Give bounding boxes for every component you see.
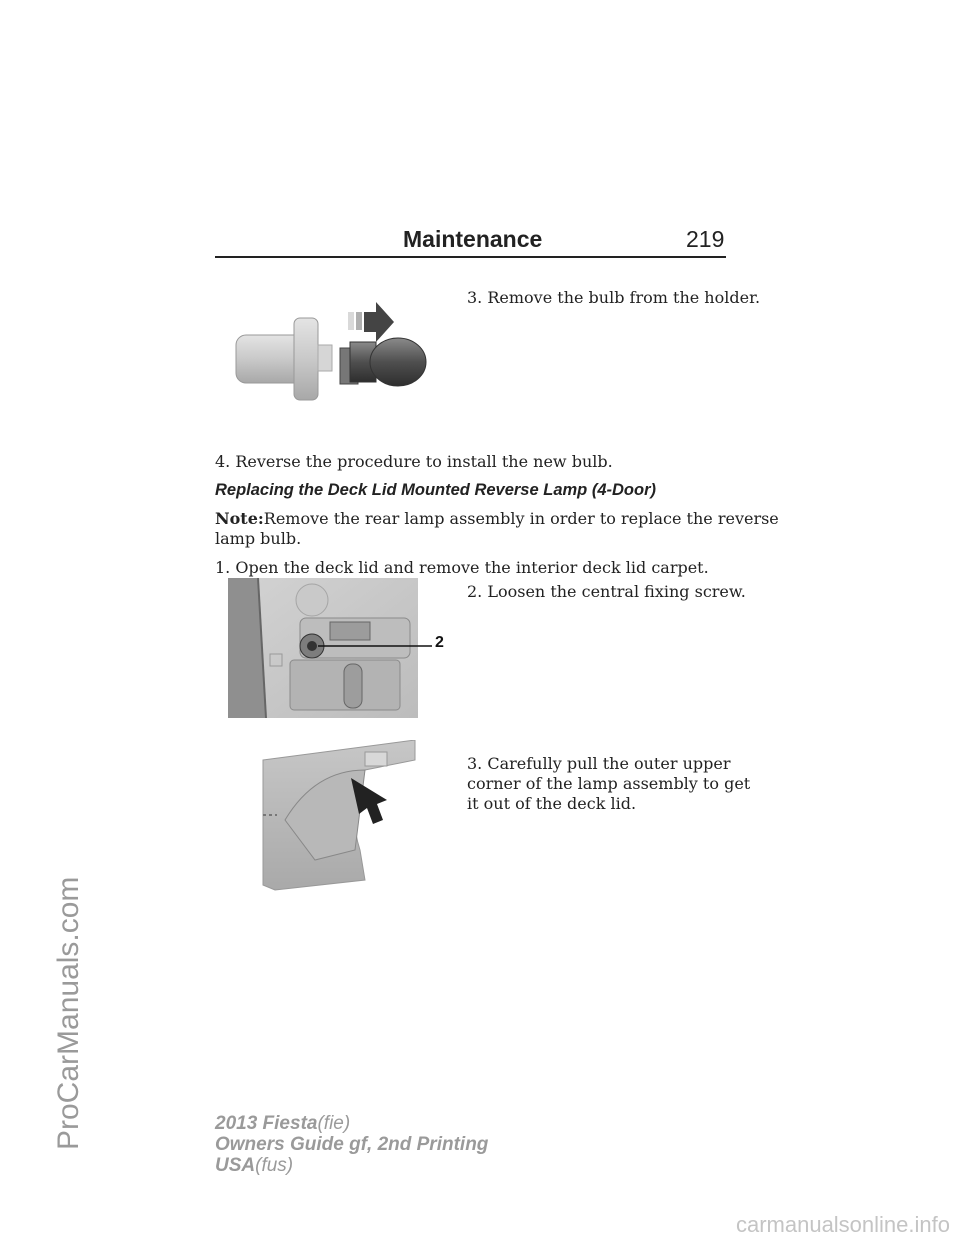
footer-model: 2013 Fiesta xyxy=(215,1113,318,1134)
footer-line-market xyxy=(215,1155,488,1176)
step-pull-lamp-l3: it out of the deck lid. xyxy=(467,794,637,813)
footer-model-code: (fie) xyxy=(317,1113,351,1134)
footer-market-code: (fus) xyxy=(255,1155,294,1176)
step-loosen-screw: 2. Loosen the central fixing screw. xyxy=(467,582,746,601)
note-line-2: lamp bulb. xyxy=(215,529,302,548)
callout-number: 2 xyxy=(435,634,444,651)
footer-line-model xyxy=(215,1113,488,1134)
footer-market: USA xyxy=(215,1155,256,1176)
step-remove-bulb: 3. Remove the bulb from the holder. xyxy=(467,288,761,307)
step-reverse-procedure: 4. Reverse the procedure to install the new bulb. xyxy=(215,452,613,471)
fixing-screw-illustration xyxy=(228,578,453,718)
note-label: Note: xyxy=(215,509,264,528)
header-rule xyxy=(215,256,726,258)
lamp-assembly-illustration xyxy=(255,740,420,895)
step-open-deck-lid: 1. Open the deck lid and remove the interior deck lid carpet. xyxy=(215,558,709,577)
bulb-removal-illustration xyxy=(228,290,438,410)
note-line-1 xyxy=(215,509,779,529)
step-pull-lamp-l2: corner of the lamp assembly to get xyxy=(467,774,751,793)
subsection-heading: Replacing the Deck Lid Mounted Reverse Lamp (4-Door) xyxy=(215,481,656,499)
page-number: 219 xyxy=(686,226,725,252)
section-title: Maintenance xyxy=(403,226,543,252)
footer xyxy=(215,1113,488,1176)
side-watermark: ProCarManuals.com xyxy=(52,876,85,1150)
bottom-watermark: carmanualsonline.info xyxy=(735,1212,950,1237)
footer-guide: Owners Guide gf, 2nd Printing xyxy=(215,1134,489,1155)
note-text-1: Remove the rear lamp assembly in order to replace the reverse xyxy=(263,509,779,528)
step-pull-lamp-l1: 3. Carefully pull the outer upper xyxy=(467,754,731,773)
